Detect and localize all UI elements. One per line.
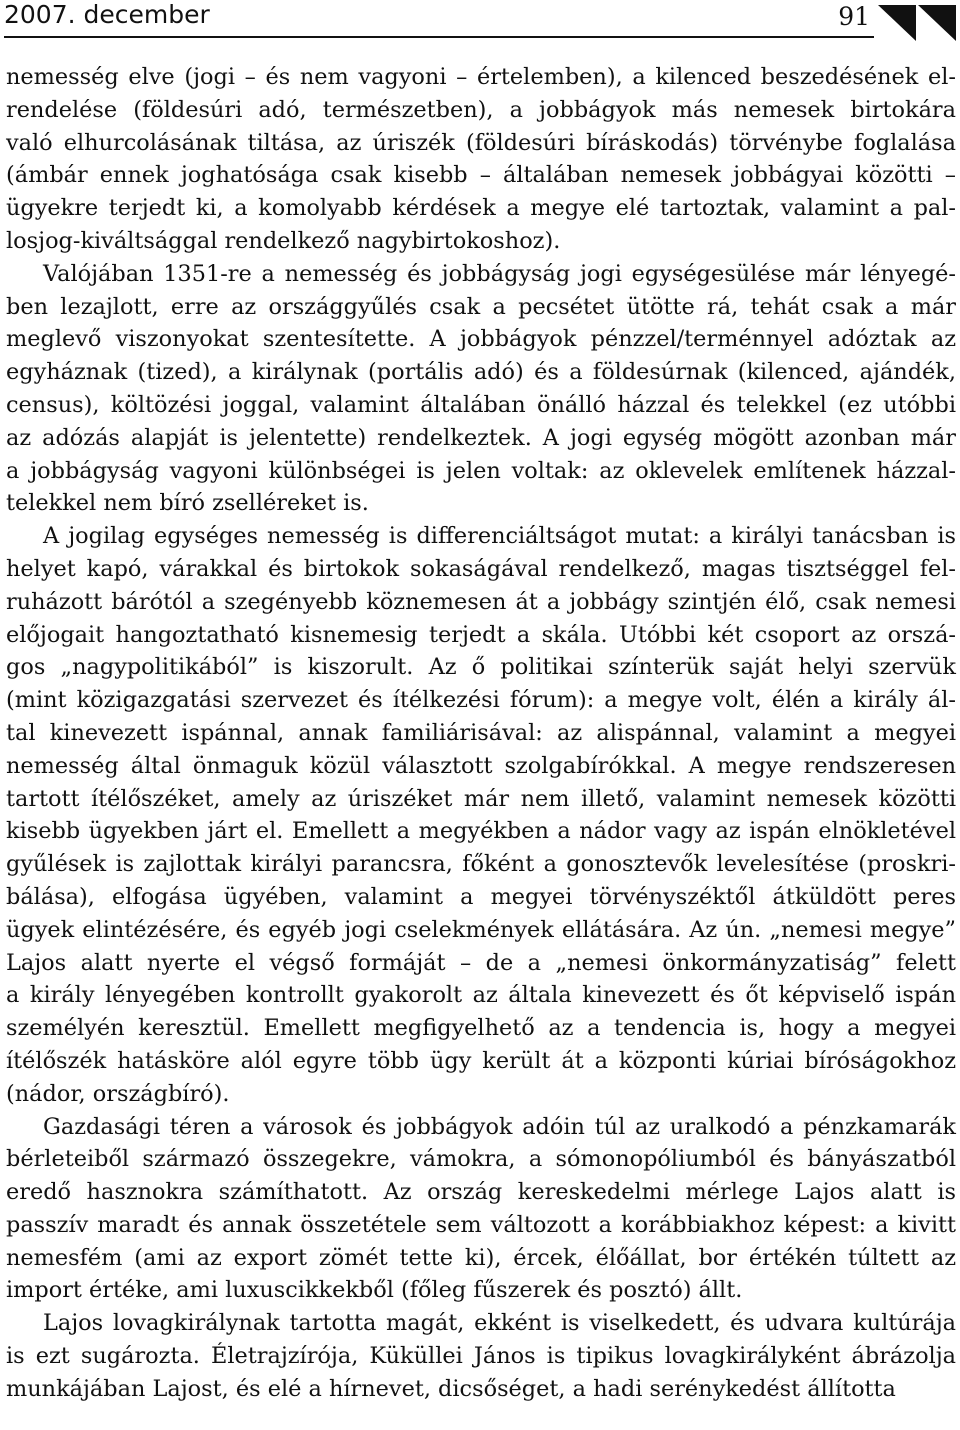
text-line: való elhurcolásának tiltása, az úriszék (földesúri bíráskodás) törvénybe foglalása [6,129,956,156]
text-line: bálása), elfogása ügyében, valamint a megyei törvényszéktől átküldött peres [6,883,956,910]
text-line: kisebb ügyekben járt el. Emellett a megyékben a nádor vagy az ispán elnökletével [6,818,956,845]
text-line: a jobbágyság vagyoni különbségei is jelen voltak: az oklevelek említenek házzal- [6,457,956,484]
text-line: nemesség által önmaguk közül választott szolgabírókkal. A megye rendszeresen [6,752,956,779]
text-line: passzív maradt és annak összetétele sem változott a korábbiakhoz képest: a kivitt [6,1211,956,1238]
paragraph [6,1111,956,1308]
text-line: telekkel nem bíró zselléreket is. [6,490,369,517]
text-line: (nádor, országbíró). [6,1080,230,1107]
text-line: A jogilag egységes nemesség is differenciáltságot mutat: a királyi tanácsban is [43,523,956,550]
paragraph [6,258,956,520]
text-line: Lajos alatt nyerte el végső formáját – de a „nemesi önkormányzatiság” felett [6,949,956,976]
double-triangle-ornament-icon [878,5,958,41]
text-line: meglevő viszonyokat szentesítette. A jobbágyok pénzzel/terménnyel adóztak az [6,326,956,353]
text-line: ben lezajlott, erre az országgyűlés csak a pecsétet ütötte rá, tehát csak a már [6,293,956,320]
text-line: is ezt sugározta. Életrajzírója, Küküllei János is tipikus lovagkirályként ábrázolja [6,1343,956,1370]
text-line: ítélőszék hatásköre alól egyre több ügy került át a központi kúriai bíróságokhoz [6,1047,956,1074]
text-line: rendelése (földesúri adó, természetben), a jobbágyok más nemesek birtokára [6,96,956,123]
text-line: gyűlések is zajlottak királyi parancsra, főként a gonosztevők levelesítése (proskri- [6,851,956,878]
text-line: bérleteiből származó összegekre, vámokra, a sómonopóliumból és bányászatból [6,1146,956,1173]
text-line: ügyek elintézésére, és egyéb jogi cselekmények ellátására. Az ún. „nemesi megye” [6,916,956,943]
text-line: ruházott bárótól a szegényebb köznemesen át a jobbágy szintjén élő, csak nemesi [6,588,956,615]
paragraph [6,520,956,1110]
page-number: 91 [838,2,870,31]
text-line: gos „nagypolitikából” is kiszorult. Az ő politikai színterük saját helyi szervük [6,654,956,681]
page-header [0,0,960,40]
text-line: Valójában 1351-re a nemesség és jobbágyság jogi egységesülése már lényegé- [43,260,956,287]
paragraph [6,61,956,258]
text-line: helyet kapó, várakkal és birtokok sokaságával rendelkező, magas tisztséggel fel- [6,555,956,582]
text-line: Gazdasági téren a városok és jobbágyok adóin túl az uralkodó a pénzkamarák [43,1113,956,1140]
text-line: előjogait hangoztatható kisnemesig terjedt a skála. Utóbbi két csoport az orszá- [6,621,956,648]
text-line: tartott ítélőszéket, amely az úriszéket már nem illető, valamint nemesek közötti [6,785,956,812]
text-line: Lajos lovagkirálynak tartotta magát, ekként is viselkedett, és udvara kultúrája [43,1310,956,1337]
text-line: a király lényegében kontrollt gyakorolt az általa kinevezett és őt képviselő ispán [6,982,956,1009]
text-line: az adózás alapját is jelentette) rendelkeztek. A jogi egység mögött azonban már [6,424,956,451]
text-line: import értéke, ami luxuscikkekből (főleg fűszerek és posztó) állt. [6,1277,743,1304]
paragraph [6,1307,956,1405]
text-line: nemesfém (ami az export zömét tette ki), ércek, élőállat, bor értékén túltett az [6,1244,956,1271]
running-title: 2007. december [4,0,210,29]
text-line: losjog-kiváltsággal rendelkező nagybirtokoshoz). [6,227,561,254]
text-line: nemesség elve (jogi – és nem vagyoni – értelemben), a kilenced beszedésének el- [6,64,956,90]
text-line: munkájában Lajost, és elé a hírnevet, dicsőséget, a hadi serénykedést állította [6,1375,896,1402]
text-line: census), költözési joggal, valamint általában önálló házzal és telekkel (ez utóbbi [6,391,956,418]
header-rule [4,36,874,38]
article-body [6,61,956,1406]
text-line: eredő hasznokra számíthatott. Az ország kereskedelmi mérlege Lajos alatt is [6,1179,956,1206]
text-line: (ámbár ennek joghatósága csak kisebb – általában nemesek jobbágyai közötti – [6,162,956,189]
text-line: tal kinevezett ispánnal, annak familiárisával: az alispánnal, valamint a megyei [6,719,956,746]
text-line: egyháznak (tized), a királynak (portális adó) és a földesúrnak (kilenced, ajándék, [6,359,956,386]
text-line: személyén keresztül. Emellett megfigyelhető az a tendencia is, hogy a megyei [6,1015,956,1042]
text-line: (mint közigazgatási szervezet és ítélkezési fórum): a megye volt, élén a király ál- [6,687,956,714]
text-line: ügyekre terjedt ki, a komolyabb kérdések a megye elé tartoztak, valamint a pal- [6,195,956,222]
